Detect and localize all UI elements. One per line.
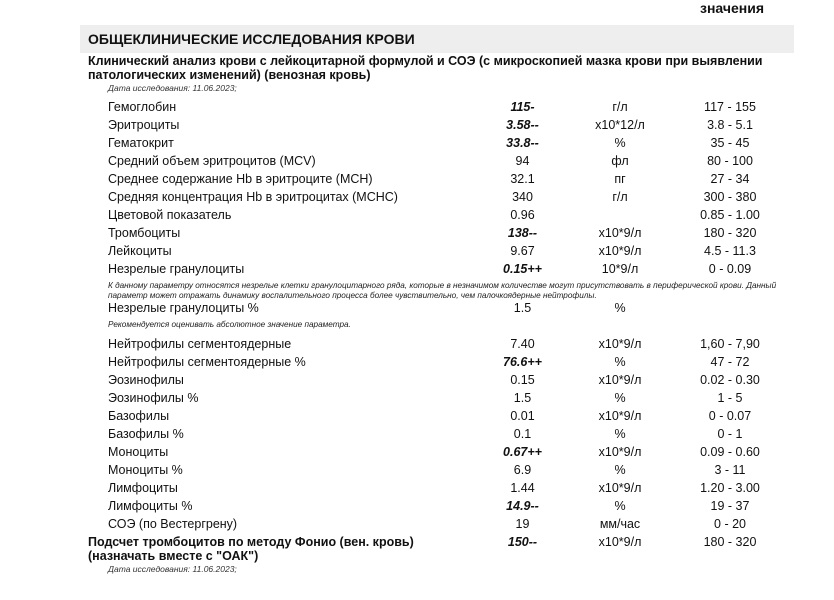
result-row [0, 355, 834, 373]
section-header [80, 25, 794, 53]
result-row [0, 427, 834, 445]
result-reference: 0 - 1 [717, 427, 743, 441]
result-unit: % [614, 355, 626, 369]
result-name: Среднее содержание Hb в эритроците (MCH) [108, 172, 373, 186]
result-unit: x10*9/л [598, 373, 642, 387]
result-value: 33.8-- [506, 136, 539, 150]
result-reference: 47 - 72 [710, 355, 750, 369]
result-unit: % [614, 499, 626, 513]
result-row [0, 391, 834, 409]
result-reference: 180 - 320 [703, 226, 757, 240]
result-row [0, 481, 834, 499]
result-value: 0.67++ [503, 445, 542, 459]
result-value: 115- [510, 100, 535, 114]
result-row [0, 226, 834, 244]
result-reference: 1.20 - 3.00 [700, 481, 760, 495]
result-unit: мм/час [599, 517, 641, 531]
result-reference: 19 - 37 [710, 499, 750, 513]
result-name: Незрелые гранулоциты % [108, 301, 259, 315]
result-unit: пг [614, 172, 626, 186]
result-name: Лимфоциты [108, 481, 178, 495]
result-row [0, 463, 834, 481]
result-reference: 80 - 100 [707, 154, 753, 168]
result-unit: x10*9/л [598, 445, 642, 459]
result-name: Средняя концентрация Hb в эритроцитах (MCHC) [108, 190, 398, 204]
result-value: 150-- [507, 535, 538, 549]
result-reference: 35 - 45 [710, 136, 750, 150]
result-name: Эозинофилы % [108, 391, 199, 405]
result-reference: 300 - 380 [703, 190, 757, 204]
result-name: СОЭ (по Вестергрену) [108, 517, 238, 531]
result-value: 32.1 [510, 172, 535, 186]
result-unit: % [614, 427, 626, 441]
result-reference: 0 - 20 [714, 517, 746, 531]
result-value: 0.15++ [503, 262, 542, 276]
result-reference: 0 - 0.07 [708, 409, 752, 423]
result-reference: 180 - 320 [703, 535, 757, 549]
result-name: Цветовой показатель [108, 208, 232, 222]
result-name: Незрелые гранулоциты [108, 262, 245, 276]
result-unit: г/л [612, 100, 628, 114]
result-name: Базофилы % [108, 427, 184, 441]
result-reference: 1,60 - 7,90 [700, 337, 760, 351]
platelet-test-row [0, 535, 834, 553]
result-unit: x10*9/л [598, 409, 642, 423]
result-name: Моноциты % [108, 463, 183, 477]
result-reference: 117 - 155 [704, 100, 756, 114]
result-unit: % [614, 136, 626, 150]
result-name: Средний объем эритроцитов (MCV) [108, 154, 316, 168]
result-row [0, 499, 834, 517]
result-row [0, 262, 834, 280]
result-value: 1.5 [513, 391, 532, 405]
result-name: Гемоглобин [108, 100, 177, 114]
result-row [0, 373, 834, 391]
result-name: Базофилы [108, 409, 170, 423]
result-reference: 3 - 11 [714, 463, 746, 477]
result-reference: 1 - 5 [717, 391, 743, 405]
test-date: Дата исследования: 11.06.2023; [108, 83, 237, 93]
result-unit: x10*9/л [598, 244, 642, 258]
result-value: 340 [512, 190, 533, 204]
result-value: 1.44 [510, 481, 535, 495]
result-value: 138-- [507, 226, 538, 240]
result-row [0, 445, 834, 463]
result-name: Лимфоциты % [108, 499, 193, 513]
result-reference: 0 - 0.09 [708, 262, 752, 276]
result-name: Лейкоциты [108, 244, 172, 258]
result-reference: 27 - 34 [710, 172, 750, 186]
result-name: Гематокрит [108, 136, 174, 150]
result-value: 7.40 [510, 337, 535, 351]
result-unit: x10*9/л [598, 481, 642, 495]
result-row [0, 208, 834, 226]
column-header-fragment: значения [700, 0, 764, 16]
result-row [0, 118, 834, 136]
result-row [0, 100, 834, 118]
result-row [0, 517, 834, 535]
result-reference: 0.02 - 0.30 [700, 373, 760, 387]
section-title: ОБЩЕКЛИНИЧЕСКИЕ ИССЛЕДОВАНИЯ КРОВИ [88, 31, 415, 47]
result-name: Моноциты [108, 445, 169, 459]
result-unit: x10*9/л [598, 535, 642, 549]
result-name: Эритроциты [108, 118, 180, 132]
result-unit: г/л [612, 190, 628, 204]
result-value: 14.9-- [506, 499, 539, 513]
result-value: 0.1 [513, 427, 532, 441]
result-name: Нейтрофилы сегментоядерные % [108, 355, 306, 369]
result-value: 3.58-- [506, 118, 539, 132]
result-value: 76.6++ [503, 355, 542, 369]
result-row [0, 190, 834, 208]
note-immature-granulocytes: К данному параметру относятся незрелые клетки гранулоцитарного ряда, которые в незначимом количестве могут присутствовать в периферической крови. Данный параметр может отражать динамику воспалительного процесса более чувствительно, чем палочкоядерные нейтрофилы. [108, 281, 777, 300]
platelet-test-name: Подсчет тромбоцитов по методу Фонио (вен. кровь) (назначать вместе с "ОАК") [88, 535, 414, 563]
result-row [0, 136, 834, 154]
result-reference: 3.8 - 5.1 [707, 118, 753, 132]
result-row [0, 337, 834, 355]
result-unit: x10*12/л [595, 118, 645, 132]
result-value: 0.15 [510, 373, 535, 387]
result-row [0, 244, 834, 262]
result-value: 19 [515, 517, 530, 531]
test-title: Клинический анализ крови с лейкоцитарной формулой и СОЭ (с микроскопией мазка крови при выявлении патологических изменений) (венозная кровь) [88, 54, 763, 82]
result-name: Эозинофилы [108, 373, 184, 387]
result-unit: x10*9/л [598, 226, 642, 240]
result-unit: x10*9/л [598, 337, 642, 351]
result-row [0, 172, 834, 190]
result-reference: 4.5 - 11.3 [704, 244, 756, 258]
result-row-immature-granulocytes-percent [0, 301, 834, 319]
result-unit: % [614, 463, 626, 477]
result-reference: 0.85 - 1.00 [700, 208, 760, 222]
result-name: Тромбоциты [108, 226, 181, 240]
result-value: 6.9 [513, 463, 532, 477]
result-unit: % [614, 301, 626, 315]
result-name: Нейтрофилы сегментоядерные [108, 337, 292, 351]
result-value: 0.01 [510, 409, 535, 423]
result-value: 94 [515, 154, 530, 168]
note-recommendation: Рекомендуется оценивать абсолютное значение параметра. [108, 320, 351, 329]
result-reference: 0.09 - 0.60 [700, 445, 760, 459]
result-value: 0.96 [510, 208, 535, 222]
result-row [0, 409, 834, 427]
result-unit: 10*9/л [601, 262, 639, 276]
result-value: 9.67 [510, 244, 535, 258]
platelet-test-date: Дата исследования: 11.06.2023; [108, 564, 237, 574]
result-unit: фл [611, 154, 629, 168]
result-value: 1.5 [513, 301, 532, 315]
result-row [0, 154, 834, 172]
result-unit: % [614, 391, 626, 405]
